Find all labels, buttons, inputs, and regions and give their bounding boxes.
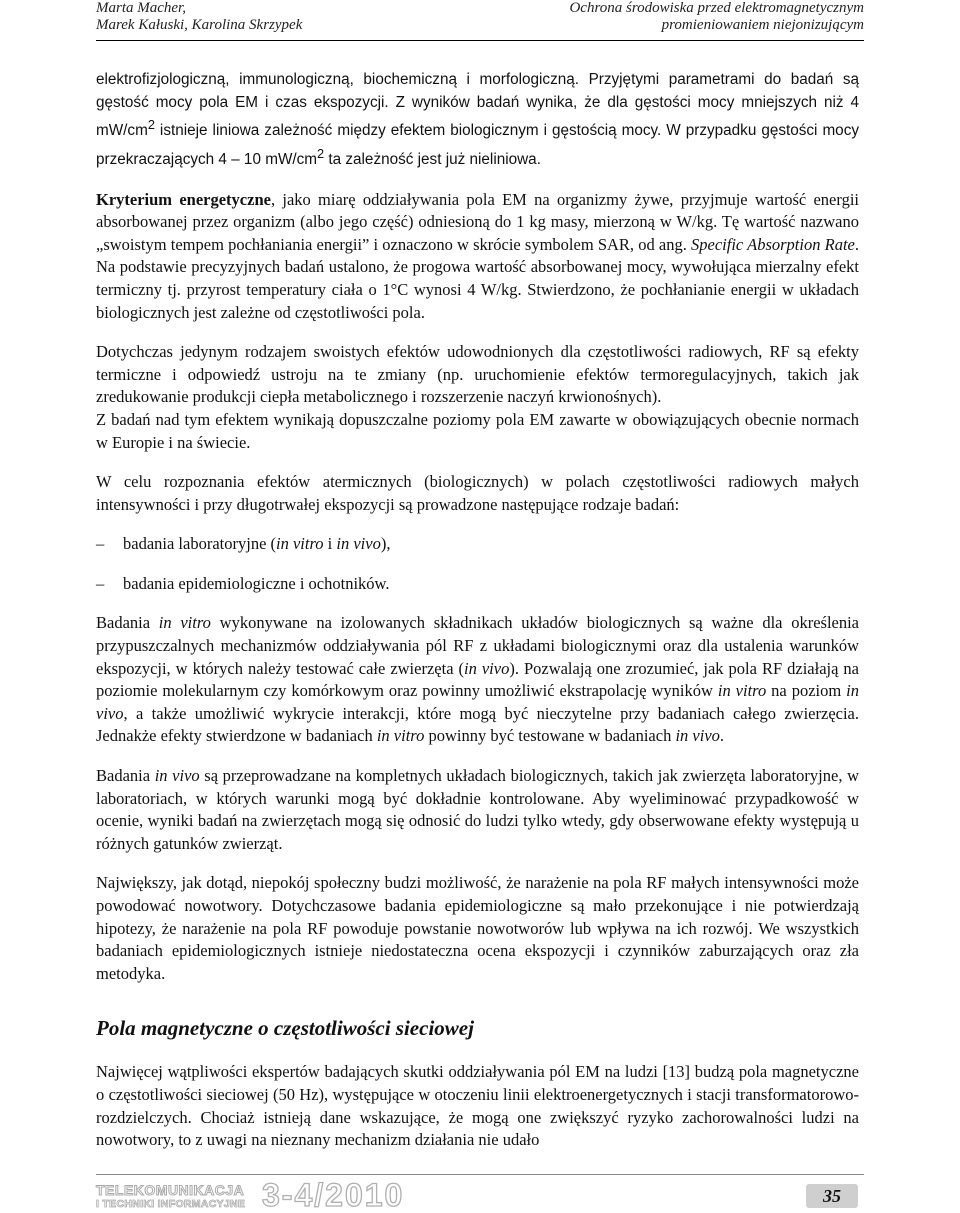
- p1-sup-2: 2: [317, 145, 325, 161]
- p1-sup-1: 2: [147, 117, 155, 133]
- header-rule: [96, 40, 864, 41]
- p3-text-a: Dotychczas jedynym rodzajem swoistych efektów udowodnionych dla częstotliwości radiowych, RF są efekty termiczne i odpowiedź ustroju na te zmiany (np. uruchomienie efektów termoregulacyjnych, takich jak zredukowanie produkcji ciepła metabolicznego i rozszerzenie naczyń krwionośnych).: [96, 342, 859, 407]
- p5-a: Badania: [96, 613, 159, 633]
- p2-italic: Specific Absorption Rate: [691, 234, 855, 254]
- journal-logo-line-2: I TECHNIKI INFORMACYJNE: [96, 1198, 246, 1210]
- p5-g: .: [719, 726, 725, 746]
- p6-i1: in vivo: [154, 766, 200, 786]
- bullet-1-italic-2: in vivo: [336, 534, 381, 554]
- p5-i1: in vitro: [158, 613, 211, 633]
- paragraph-7: Największy, jak dotąd, niepokój społeczny budzi możliwość, że narażenie na pola RF małych intensywności może powodować nowotwory. Dotychczasowe badania epidemiologiczne są mało przekonujące i nie potwierdzają hipotezy, że narażenie na pola RF powoduje powstanie nowotworów lub wpływa na ich rozwój. We wszystkich badaniach epidemiologicznych istnieje niedostateczna ocena ekspozycji i czynników zaburzających oraz zła metodyka.: [96, 873, 859, 983]
- p2-text-a: , jako miarę oddziaływania pola EM na organizmy żywe, przyjmuje wartość energii absorbowanej przez organizm (albo jego część) odniesioną do 1 kg masy, mierzoną w W/kg. Tę wartość nazwano „swoistym tempem pochłaniania energii” i oznaczono w skrócie symbolem SAR, od ang.: [96, 189, 859, 254]
- p5-c: ). Pozwalają one zrozumieć, jak pola RF działają na poziomie molekularnym czy komórkowym oraz powinny umożliwić ekstrapolację wyników: [96, 658, 859, 701]
- paragraph-4: W celu rozpoznania efektów atermicznych (biologicznych) w polach częstotliwości radiowych małych intensywności i przy długotrwałej ekspozycji są prowadzone następujące rodzaje badań:: [96, 472, 859, 514]
- header-title: [569, 0, 864, 34]
- section-heading: Pola magnetyczne o częstotliwości sieciowej: [96, 1016, 474, 1041]
- paragraph-1: [96, 69, 859, 172]
- list-item: [96, 533, 859, 556]
- article-body: [96, 69, 859, 1169]
- paragraph-5: [96, 612, 859, 748]
- journal-logo-line-1: TELEKOMUNIKACJA: [96, 1182, 245, 1198]
- p6-a: Badania: [96, 766, 155, 786]
- bullet-2-text: badania epidemiologiczne i ochotników.: [123, 573, 390, 593]
- paragraph-6: [96, 765, 859, 855]
- p5-i4: in vivo: [96, 681, 859, 723]
- page-number: 35: [806, 1184, 858, 1208]
- header-title-line-1: Ochrona środowiska przed elektromagnetycznym: [569, 0, 864, 16]
- paragraph-2: [96, 189, 859, 325]
- page-header: [96, 0, 864, 38]
- p6-b: są przeprowadzane na kompletnych układach biologicznych, takich jak zwierzęta laboratoryjne, w laboratoriach, w których warunki mogą być dokładnie kontrolowane. Aby wyeliminować przypadkowość w ocenie, wyniki badań na zwierzętach mogą się odnosić do ludzi tylko wtedy, gdy obserwowane efekty występują u różnych gatunków zwierząt.: [96, 766, 859, 853]
- bullet-1-text-end: ),: [380, 534, 391, 554]
- p2-bold-term: Kryterium energetyczne: [96, 189, 271, 209]
- p3-text-b: Z badań nad tym efektem wynikają dopuszczalne poziomy pola EM zawarte w obowiązujących obecnie normach w Europie i na świecie.: [96, 409, 859, 452]
- bullet-1-text-a: badania laboratoryjne (: [123, 534, 277, 554]
- bullet-1-italic-1: in vitro: [276, 534, 324, 554]
- dash-bullet: –: [96, 573, 105, 593]
- paragraph-3: [96, 341, 859, 454]
- p5-e: , a także umożliwić wykrycie interakcji, które mogą być nieczytelne przy badaniach całego zwierzęcia. Jednakże efekty stwierdzone w badaniach: [96, 703, 859, 746]
- header-title-line-2: promieniowaniem niejonizującym: [661, 17, 864, 33]
- header-author-line-1: Marta Macher,: [96, 0, 186, 16]
- bullet-1-text-mid: i: [323, 534, 337, 554]
- list-item: [96, 573, 859, 596]
- p1-text-a: elektrofizjologiczną, immunologiczną, biochemiczną i morfologiczną. Przyjętymi parametrami do badań są gęstość mocy pola EM i czas ekspozycji. Z wyników badań wynika, że dla gęstości mocy mniejszych niż 4 mW/cm: [96, 71, 859, 140]
- header-author-line-2: Marek Kałuski, Karolina Skrzypek: [96, 17, 303, 33]
- p5-i3: in vitro: [717, 681, 767, 701]
- paragraph-8: Najwięcej wątpliwości ekspertów badających skutki oddziaływania pól EM na ludzi [13] budzą pola magnetyczne o częstotliwości sieciowej (50 Hz), występujące w otoczeniu linii elektroenergetycznych i stacji transformatorowo-rozdzielczych. Chociaż istnieją dane wskazujące, że mogą one zwiększyć ryzyko zachorowalności ludzi na nowotwory, to z uwagi na nieznany mechanizm działania nie udało: [96, 1062, 859, 1150]
- p5-f: powinny być testowane w badaniach: [424, 726, 676, 746]
- header-authors: [96, 0, 302, 34]
- p2-text-b: . Na podstawie precyzyjnych badań ustalono, że progowa wartość absorbowanej mocy, wywołująca mierzalny efekt termiczny tj. przyrost temperatury ciała o 1°C wynosi 4 W/kg. Stwierdzono, że pochłanianie energii w układach biologicznych jest zależne od częstotliwości pola.: [96, 234, 859, 322]
- p5-i2: in vivo: [464, 658, 510, 678]
- p5-i5: in vitro: [376, 726, 425, 746]
- p1-text-b: istnieje liniowa zależność między efektem biologicznym i gęstością mocy. W przypadku gęstości mocy przekraczających 4 – 10 mW/cm: [96, 122, 859, 168]
- p5-i6: in vivo: [675, 726, 720, 746]
- p5-d: na poziom: [766, 681, 847, 701]
- footer-rule: [96, 1174, 864, 1175]
- issue-number: 3-4/2010: [262, 1177, 405, 1213]
- p1-text-c: ta zależność jest już nieliniowa.: [324, 150, 541, 168]
- p5-b: wykonywane na izolowanych składnikach układów biologicznych są ważne dla określenia przypuszczalnych mechanizmów oddziaływania pól RF z układami biologicznymi oraz dla ustalenia warunków ekspozycji, w których należy testować całe zwierzęta (: [96, 613, 860, 678]
- dash-bullet: –: [96, 534, 105, 554]
